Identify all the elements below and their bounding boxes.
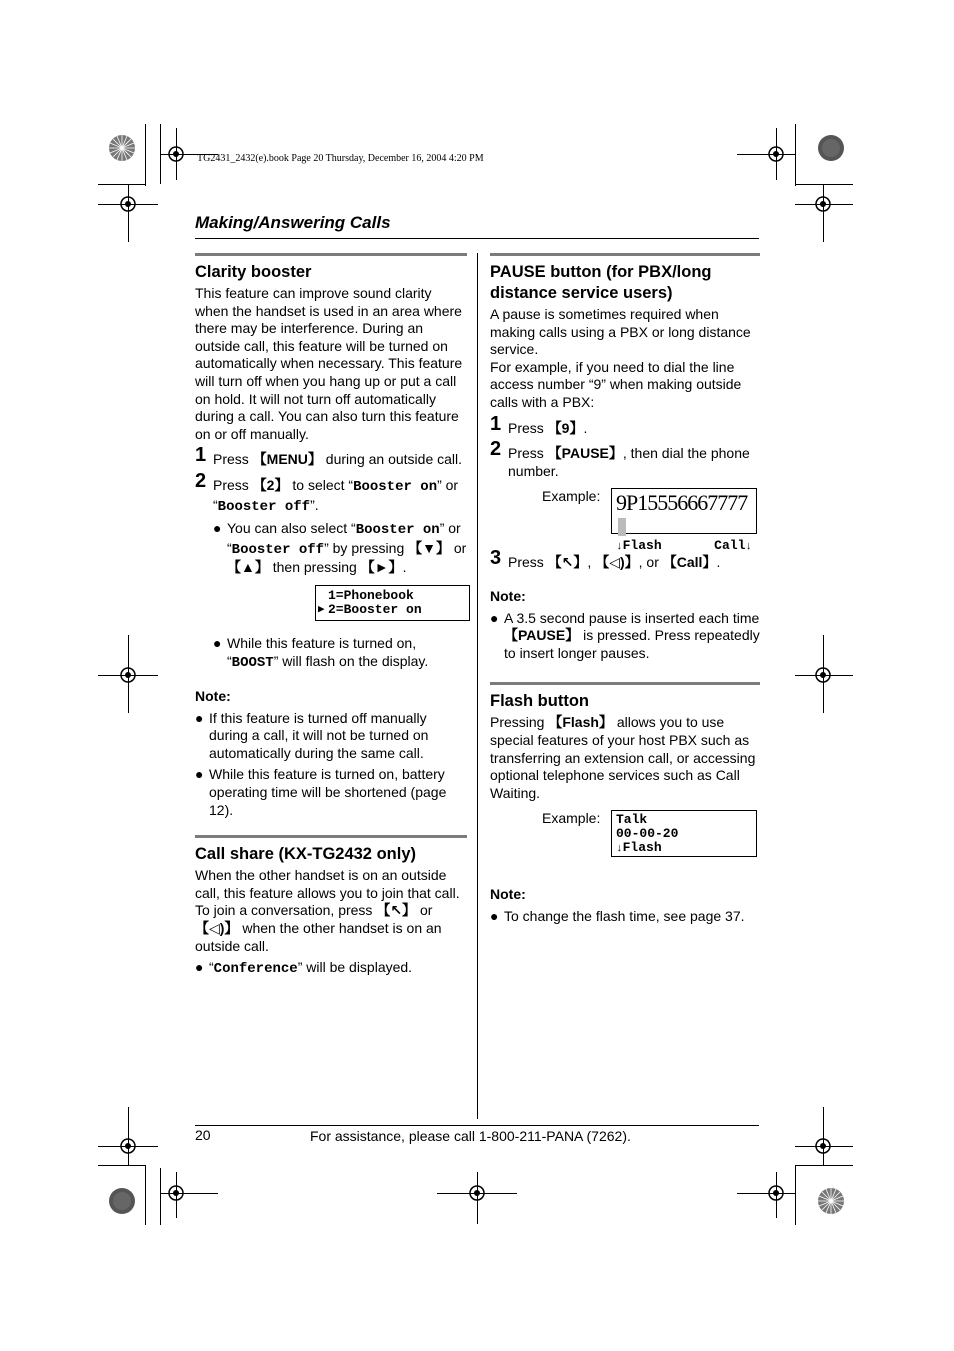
- step-number: 1: [195, 444, 207, 467]
- step-number: 3: [490, 547, 502, 570]
- note-heading: Note:: [490, 587, 526, 604]
- registration-mark-icon: [465, 1181, 489, 1205]
- menu-key: 【MENU】: [252, 451, 322, 468]
- pause-step-2: 2 Press 【PAUSE】, then dial the phone number.: [490, 438, 750, 479]
- up-key: 【▲】: [227, 559, 269, 576]
- section-bar: [490, 253, 760, 256]
- bullet-dot: ●: [490, 907, 499, 924]
- call-share-bullet: ● “Conference” will be displayed.: [195, 959, 413, 978]
- registration-mark-icon: [811, 663, 835, 687]
- footer-rule: [195, 1125, 759, 1126]
- registration-mark-icon: [764, 1181, 788, 1205]
- column-divider: [477, 253, 478, 1119]
- grey-target-icon: [817, 134, 845, 162]
- note-item: ● A 3.5 second pause is inserted each time 【PAUSE】 is pressed. Press repeatedly to insert longer pauses.: [490, 609, 760, 661]
- pause-body-1: A pause is sometimes required when making calls using a PBX or long distance service.: [490, 306, 751, 358]
- cursor-arrow-icon: ▶: [318, 603, 325, 616]
- clarity-step-1: 1 Press 【MENU】 during an outside call.: [195, 444, 463, 468]
- bullet-dot: ●: [213, 634, 222, 651]
- registration-mark-icon: [811, 192, 835, 216]
- note-heading: Note:: [490, 886, 526, 903]
- call-share-heading: Call share (KX-TG2432 only): [195, 845, 416, 864]
- clarity-bullet-2: ● While this feature is turned on, “BOOST” will flash on the display.: [213, 634, 429, 671]
- header-rule: [195, 238, 759, 239]
- step-number: 2: [195, 469, 207, 492]
- registration-mark-icon: [116, 192, 140, 216]
- registration-mark-icon: [164, 142, 188, 166]
- right-column: [490, 253, 760, 925]
- key-2: 【2】: [252, 476, 289, 493]
- clarity-booster-body: This feature can improve sound clarity when the handset is used in an area where there may be interference. During an outside call, this feature will be turned on automatically when necessary. This feature will turn off when you hang up or put a call on hold. It will not turn off automatically during a call. You can also turn this feature on or off manually.: [195, 285, 463, 442]
- section-title: Making/Answering Calls: [195, 213, 391, 232]
- bullet-dot: ●: [195, 709, 204, 726]
- lcd-flash-display: Talk 00-00-20 ↓Flash: [611, 810, 757, 857]
- bullet-dot: ●: [195, 959, 204, 976]
- step-number: 1: [490, 412, 502, 435]
- registration-mark-icon: [164, 1181, 188, 1205]
- starburst-target-icon: [817, 1187, 845, 1215]
- call-share-body: When the other handset is on an outside call, this feature allows you to join that call. To join a conversation, press 【↖】 or 【◁)】 when the other handset is on an outside call.: [195, 867, 460, 954]
- registration-mark-icon: [811, 1134, 835, 1158]
- talk-key: 【↖】: [547, 554, 588, 571]
- pause-key: 【PAUSE】: [547, 445, 623, 462]
- grey-target-icon: [108, 1187, 136, 1215]
- pause-body-2: For example, if you need to dial the line access number “9” when making outside calls with a PBX:: [490, 358, 742, 410]
- left-column: [195, 253, 467, 979]
- pause-step-3: 3 Press 【↖】, 【◁)】, or 【Call】.: [490, 547, 721, 571]
- flash-body: Pressing 【Flash】 allows you to use special features of your host PBX such as transferring an extension call, or accessing optional telephone services such as Call Waiting.: [490, 714, 756, 801]
- section-bar: [195, 253, 467, 256]
- pause-button-heading: PAUSE button (for PBX/long distance service users): [490, 263, 712, 302]
- talk-key: 【↖】: [376, 902, 417, 919]
- key-9: 【9】: [547, 419, 584, 436]
- note-item: ● While this feature is turned on, battery operating time will be shortened (page 12).: [195, 766, 447, 818]
- note-item: ● If this feature is turned off manually during a call, it will not be turned on automatically during the same call.: [195, 709, 429, 761]
- down-key: 【▼】: [408, 539, 450, 556]
- registration-mark-icon: [764, 142, 788, 166]
- note-heading: Note:: [195, 688, 231, 705]
- section-bar: [195, 835, 467, 838]
- pause-key: 【PAUSE】: [504, 627, 580, 644]
- lcd-booster-display: ▶ 1=Phonebook 2=Booster on: [315, 585, 470, 621]
- note-item: ● To change the flash time, see page 37.: [490, 907, 745, 924]
- flash-button-heading: Flash button: [490, 692, 589, 711]
- right-key: 【►】: [360, 559, 403, 576]
- flash-example: [490, 810, 760, 864]
- speaker-key: 【◁)】: [195, 920, 239, 937]
- speaker-key: 【◁)】: [595, 554, 639, 571]
- pause-step-1: 1 Press 【9】.: [490, 412, 588, 436]
- down-arrow-icon: ↓: [616, 843, 623, 856]
- bullet-dot: ●: [195, 766, 204, 783]
- down-arrow-icon: ↓: [745, 541, 752, 554]
- book-info-line: TG2431_2432(e).book Page 20 Thursday, December 16, 2004 4:20 PM: [197, 153, 484, 164]
- clarity-booster-heading: Clarity booster: [195, 263, 312, 281]
- call-key: 【Call】: [662, 554, 717, 571]
- section-bar: [490, 682, 760, 685]
- page-number: 20: [195, 1127, 211, 1143]
- clarity-bullet-1: ● You can also select “Booster on” or “Booster off” by pressing 【▼】 or 【▲】 then pressing 【►】.: [213, 520, 467, 576]
- bullet-dot: ●: [213, 520, 222, 537]
- pause-example: [490, 488, 760, 554]
- example-label: Example:: [542, 810, 601, 827]
- registration-mark-icon: [116, 663, 140, 687]
- dialed-digits: 9P15556667777: [616, 490, 748, 516]
- registration-mark-icon: [116, 1134, 140, 1158]
- down-arrow-icon: ↓: [616, 541, 623, 554]
- flash-key: 【Flash】: [548, 714, 613, 731]
- example-label: Example:: [542, 488, 601, 505]
- bullet-dot: ●: [490, 609, 499, 626]
- lcd-pause-display: 9P15556667777 ↓Flash Call↓: [611, 488, 757, 534]
- clarity-step-2: 2 Press 【2】 to select “Booster on” or “Booster off”.: [195, 469, 459, 515]
- assistance-text: For assistance, please call 1-800-211-PANA (7262).: [310, 1128, 631, 1144]
- step-number: 2: [490, 438, 502, 461]
- starburst-target-icon: [108, 134, 136, 162]
- cursor-block: [618, 518, 626, 536]
